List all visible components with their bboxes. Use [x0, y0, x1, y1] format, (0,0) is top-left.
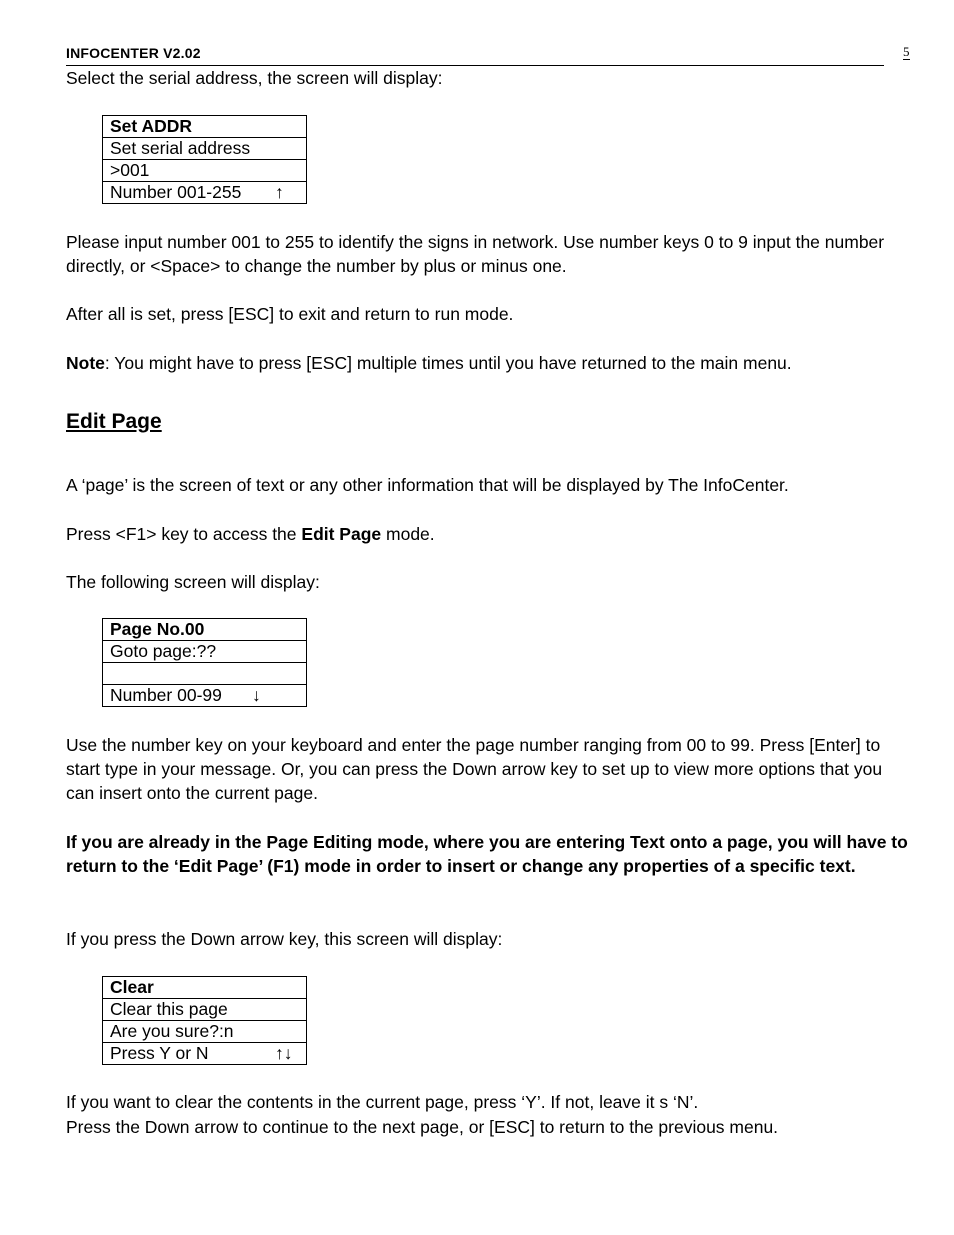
lcd-row: >001 [103, 159, 306, 181]
para-down-arrow: If you press the Down arrow key, this screen will display: [66, 929, 503, 949]
para-continue: Press the Down arrow to continue to the next page, or [ESC] to return to the previous menu. [66, 1117, 779, 1137]
lcd-screen-set-addr [102, 115, 307, 204]
lcd-screen-page-no [102, 618, 307, 707]
para-number-key: Use the number key on your keyboard and enter the page number ranging from 00 to 99. Press [Enter] to start type in your message. Or, you can press the Down arrow key to set up to view more options that you can insert onto the current page. [66, 735, 883, 803]
lcd-row: Set serial address [103, 137, 306, 159]
para-exit: After all is set, press [ESC] to exit and return to run mode. [66, 304, 514, 324]
lcd-row: Are you sure?:n [103, 1020, 306, 1042]
para-input: Please input number 001 to 255 to identify the signs in network. Use number keys 0 to 9 input the number directly, or <Space> to change the number by plus or minus one. [66, 232, 885, 276]
para-page-definition: A ‘page’ is the screen of text or any other information that will be displayed by The InfoCenter. [66, 475, 789, 495]
lcd-row [103, 662, 306, 684]
page-header [66, 44, 884, 66]
para-clear: If you want to clear the contents in the current page, press ‘Y’. If not, leave it s ‘N’. [66, 1092, 699, 1112]
para-f1: Press <F1> key to access the Edit Page mode. [66, 524, 435, 544]
lcd-row: Set ADDR [110, 116, 192, 136]
up-down-arrow-icon: ↑↓ [275, 1043, 293, 1063]
note-paragraph: Note: You might have to press [ESC] multiple times until you have returned to the main menu. [66, 353, 792, 373]
lcd-screen-clear [102, 976, 307, 1065]
intro-text: Select the serial address, the screen will display: [66, 68, 443, 88]
lcd-row: Number 00-99 ↓ [103, 684, 306, 706]
lcd-row: Clear [110, 977, 154, 997]
lcd-row: Number 001-255 ↑ [103, 181, 306, 203]
page-number: 5 [903, 44, 910, 59]
para-following: The following screen will display: [66, 572, 320, 592]
down-arrow-icon: ↓ [252, 685, 261, 705]
section-title-edit-page: Edit Page [66, 410, 162, 433]
document-title: INFOCENTER V2.02 [66, 45, 201, 61]
lcd-row: Press Y or N ↑↓ [103, 1042, 306, 1064]
para-warning: If you are already in the Page Editing mode, where you are entering Text onto a page, you will have to return to the ‘Edit Page’ (F1) mode in order to insert or change any properties of a specific text. [66, 832, 908, 876]
note-label: Note [66, 353, 105, 373]
lcd-row: Clear this page [103, 998, 306, 1020]
up-arrow-icon: ↑ [275, 182, 284, 202]
lcd-row: Goto page:?? [103, 640, 306, 662]
lcd-row: Page No.00 [110, 619, 205, 639]
